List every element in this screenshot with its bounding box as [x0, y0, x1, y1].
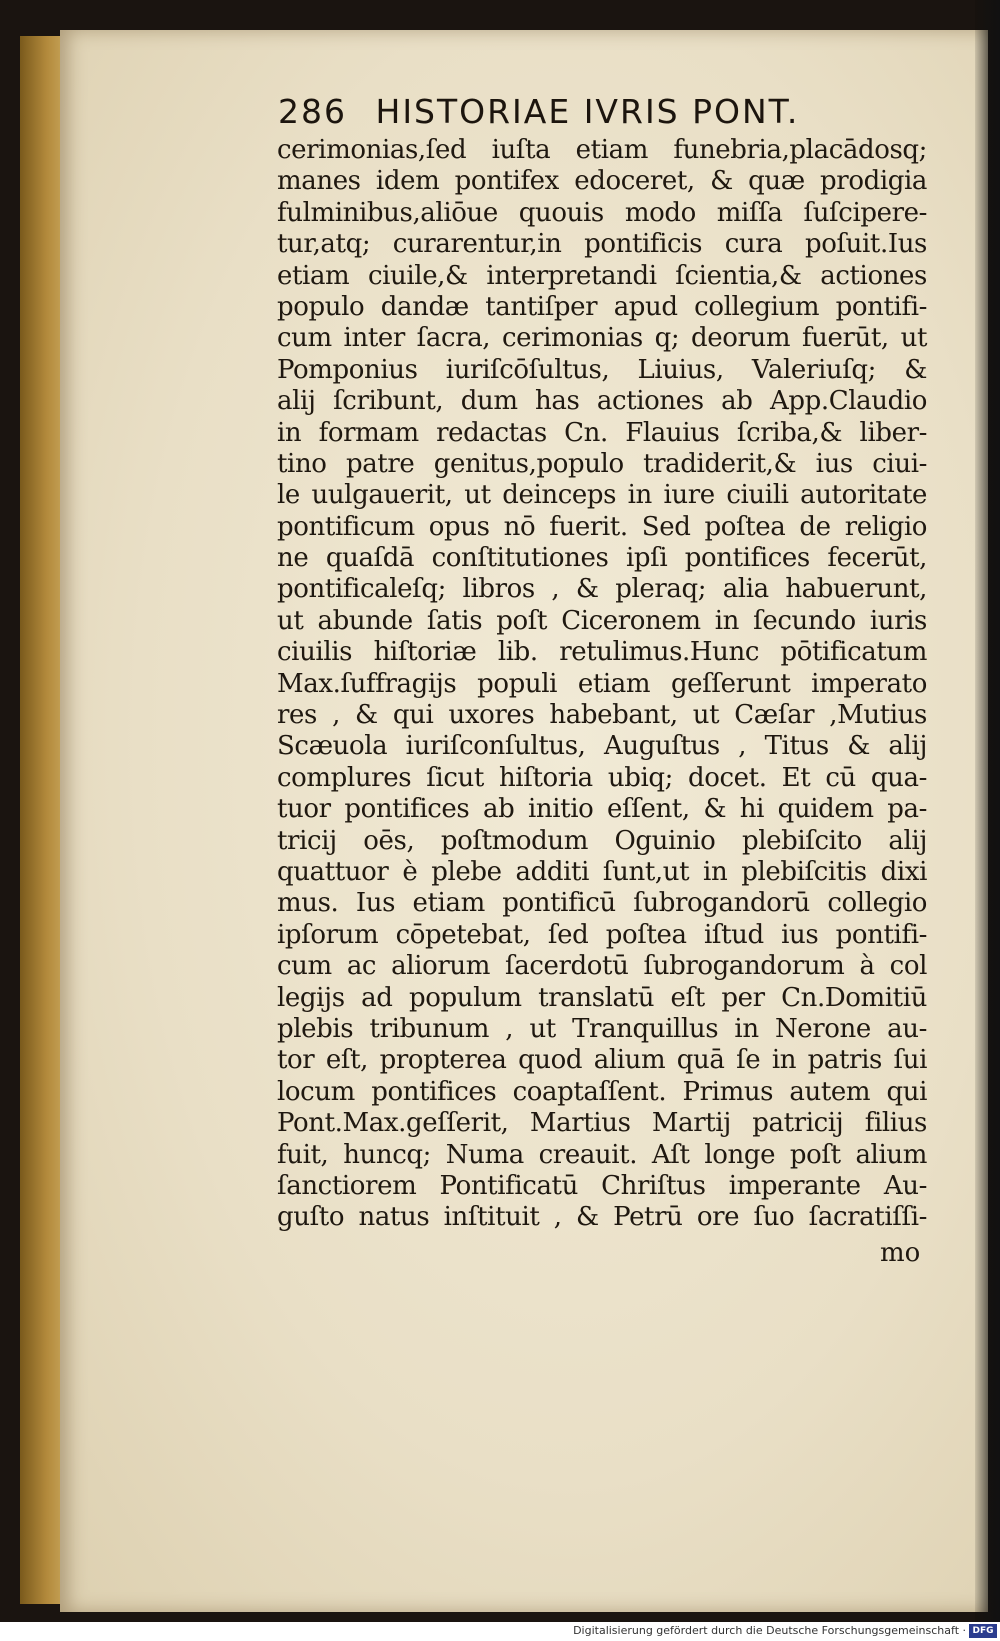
- text-line: pontificaleſq; libros , & pleraq; alia habuerunt,: [277, 574, 927, 605]
- text-line: Pont.Max.geſſerit, Martius Martij patricij filius: [277, 1108, 927, 1139]
- text-line: alij ſcribunt, dum has actiones ab App.Claudio: [277, 386, 927, 417]
- text-line: Pomponius iuriſcōſultus, Liuius, Valeriuſq; &: [277, 354, 927, 385]
- text-line: tor eſt, propterea quod alium quā ſe in patris ſui: [277, 1045, 927, 1076]
- text-line: res , & qui uxores habebant, ut Cæſar ,Mutius: [277, 700, 927, 731]
- text-line: locum pontifices coaptaſſent. Primus autem qui: [277, 1076, 927, 1107]
- text-line: Max.ſuffragijs populi etiam geſſerunt imperato: [277, 668, 927, 699]
- text-line: cum inter ſacra, cerimonias q; deorum fuerūt, ut: [277, 323, 927, 354]
- text-line: complures ſicut hiſtoria ubiq; docet. Et cū qua‑: [277, 762, 927, 793]
- text-line: ne quaſdā conſtitutiones ipſi pontifices fecerūt,: [277, 543, 927, 574]
- text-line: ciuilis hiſtoriæ lib. retulimus.Hunc pōtificatum: [277, 637, 927, 668]
- text-line: in formam redactas Cn. Flauius ſcriba,& liber‑: [277, 417, 927, 448]
- text-line: Scæuola iuriſconſultus, Auguſtus , Titus & alij: [277, 731, 927, 762]
- text-line: cum ac aliorum ſacerdotū ſubrogandorum à col: [277, 951, 927, 982]
- footer-bar: [0, 1622, 1000, 1641]
- text-line: tricij oēs, poſtmodum Oguinio plebiſcito alij: [277, 825, 927, 856]
- body-text: [277, 135, 927, 1234]
- text-line: mus. Ius etiam pontificū ſubrogandorū collegio: [277, 888, 927, 919]
- folio-number: 286: [278, 92, 347, 131]
- text-line: plebis tribunum , ut Tranquillus in Nerone au‑: [277, 1013, 927, 1044]
- text-line: guſto natus inſtituit , & Petrū ore ſuo ſacratiſſi‑: [277, 1202, 927, 1233]
- text-line: cerimonias,ſed iuſta etiam funebria,placādosq;: [277, 135, 927, 165]
- dfg-logo: DFG: [969, 1624, 997, 1638]
- gutter-shadow: [975, 0, 1000, 1622]
- text-line: legijs ad populum translatū eſt per Cn.Domitiū: [277, 982, 927, 1013]
- text-line: le uulgauerit, ut deinceps in iure ciuili autoritate: [277, 480, 927, 511]
- text-line: ſanctiorem Pontificatū Chriſtus imperante Au‑: [277, 1170, 927, 1201]
- text-line: tur,atq; curarentur,in pontificis cura poſuit.Ius: [277, 229, 927, 260]
- text-line: tino patre genitus,populo tradiderit,& ius ciui‑: [277, 448, 927, 479]
- text-line: etiam ciuile,& interpretandi ſcientia,& actiones: [277, 260, 927, 291]
- catchword: mo: [880, 1238, 921, 1268]
- text-line: ut abunde ſatis poſt Ciceronem in ſecundo iuris: [277, 605, 927, 636]
- text-line: fuit, huncq; Numa creauit. Aſt longe poſt alium: [277, 1139, 927, 1170]
- text-line: populo dandæ tantiſper apud collegium pontifi‑: [277, 291, 927, 322]
- text-line: manes idem pontifex edoceret, & quæ prodigia: [277, 166, 927, 197]
- text-line: tuor pontifices ab initio eſſent, & hi quidem pa‑: [277, 794, 927, 825]
- running-title: HISTORIAE IVRIS PONT.: [375, 92, 800, 131]
- page-header: [278, 92, 799, 131]
- text-line: ipſorum cōpetebat, ſed poſtea iſtud ius pontifi‑: [277, 919, 927, 950]
- funding-credit: Digitalisierung gefördert durch die Deutsche Forschungsgemeinschaft ·: [573, 1624, 966, 1637]
- text-line: pontificum opus nō fuerit. Sed poſtea de religio: [277, 511, 927, 542]
- text-line: quattuor è plebe additi ſunt,ut in plebiſcitis dixi: [277, 856, 927, 887]
- text-line: fulminibus,aliōue quouis modo miſſa ſuſcipere‑: [277, 197, 927, 228]
